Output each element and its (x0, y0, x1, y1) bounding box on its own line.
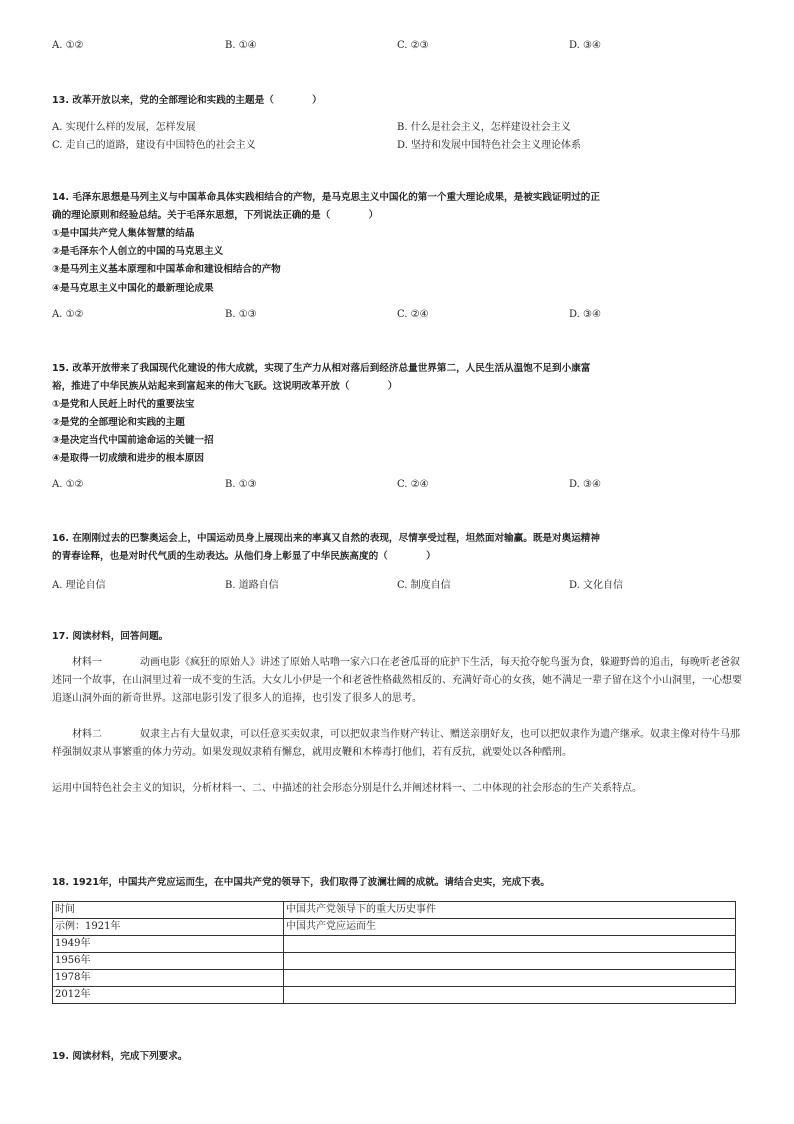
table-cell-time: 1978年 (53, 970, 284, 987)
q18-history-table (52, 901, 736, 1004)
q17-material-2-text: 奴隶主占有大量奴隶，可以任意买卖奴隶，可以把奴隶当作财产转让、赠送亲朋好友，也可以把奴隶作为遗产继承。奴隶主像对待牛马那样强制奴隶从事繁重的体力劳动。如果发现奴隶稍有懈怠，就用皮鞭和木棒毒打他们，若有反抗，就要处以各种酷刑。 (52, 729, 740, 758)
q12-option-b[interactable]: B. ①④ (225, 40, 257, 51)
q14-item-3: ③是马列主义基本原理和中国革命和建设相结合的产物 (52, 264, 281, 275)
q16-stem-line2: 的青春诠释，也是对时代气质的生动表达。从他们身上彰显了中华民族高度的（ ） (52, 551, 436, 562)
q15-option-a[interactable]: A. ①② (52, 479, 84, 490)
table-cell-time: 2012年 (53, 987, 284, 1004)
q12-option-a[interactable]: A. ①② (52, 40, 84, 51)
q18-stem: 18. 1921年，中国共产党应运而生，在中国共产党的领导下，我们取得了波澜壮阔的成就。请结合史实，完成下表。 (52, 877, 550, 888)
q17-stem: 17. 阅读材料，回答问题。 (52, 631, 169, 642)
q15-option-b[interactable]: B. ①③ (225, 479, 257, 490)
q16-stem-line1: 16. 在刚刚过去的巴黎奥运会上，中国运动员身上展现出来的率真又自然的表现，尽情享受过程，坦然面对输赢。既是对奥运精神 (52, 533, 600, 544)
q12-option-c[interactable]: C. ②③ (397, 40, 429, 51)
q14-option-b[interactable]: B. ①③ (225, 309, 257, 320)
table-row (53, 987, 736, 1004)
q19-stem: 19. 阅读材料，完成下列要求。 (52, 1051, 188, 1062)
q15-stem-line2: 裕，推进了中华民族从站起来到富起来的伟大飞跃。这说明改革开放（ ） (52, 381, 398, 392)
q17-question: 运用中国特色社会主义的知识，分析材料一、二、中描述的社会形态分别是什么并阐述材料一、二中体现的社会形态的生产关系特点。 (52, 783, 642, 794)
q16-option-d[interactable]: D. 文化自信 (569, 580, 624, 591)
table-row (53, 936, 736, 953)
q17-material-1 (52, 654, 742, 708)
q15-item-1: ①是党和人民赶上时代的重要法宝 (52, 399, 195, 410)
q14-option-c[interactable]: C. ②④ (397, 309, 429, 320)
q13-option-a[interactable]: A. 实现什么样的发展，怎样发展 (52, 122, 196, 133)
q14-item-4: ④是马克思主义中国化的最新理论成果 (52, 283, 214, 294)
q14-option-d[interactable]: D. ③④ (569, 309, 601, 320)
q15-stem-line1: 15. 改革开放带来了我国现代化建设的伟大成就，实现了生产力从相对落后到经济总量世界第二，人民生活从温饱不足到小康富 (52, 363, 591, 374)
q13-stem: 13. 改革开放以来，党的全部理论和实践的主题是（ ） (52, 95, 322, 106)
table-cell-time: 1956年 (53, 953, 284, 970)
q18-table-wrap (52, 901, 736, 1004)
q15-option-c[interactable]: C. ②④ (397, 479, 429, 490)
q13-option-b[interactable]: B. 什么是社会主义，怎样建设社会主义 (397, 122, 571, 133)
q13-option-d[interactable]: D. 坚持和发展中国特色社会主义理论体系 (397, 140, 582, 151)
table-row (53, 970, 736, 987)
q16-option-b[interactable]: B. 道路自信 (225, 580, 279, 591)
table-cell-event-answer[interactable] (284, 936, 736, 953)
q17-material-1-text: 动画电影《疯狂的原始人》讲述了原始人咕噜一家六口在老爸瓜哥的庇护下生活，每天抢夺鸵鸟蛋为食，躲避野兽的追击，每晚听老爸叙述同一个故事，在山洞里过着一成不变的生活。大女儿小伊是一个和老爸性格截然相反的、充满好奇心的女孩，她不满足一辈子留在这个小山洞里，一心想要追逐山洞外面的新奇世界。这部电影引发了很多人的追捧，也引发了很多人的思考。 (52, 657, 742, 704)
table-row (53, 953, 736, 970)
table-cell-event-answer[interactable] (284, 987, 736, 1004)
table-cell-time: 1949年 (53, 936, 284, 953)
table-cell-time: 示例：1921年 (53, 919, 284, 936)
table-cell-event-answer[interactable] (284, 953, 736, 970)
table-cell-event-answer[interactable] (284, 970, 736, 987)
q14-option-a[interactable]: A. ①② (52, 309, 84, 320)
q14-item-1: ①是中国共产党人集体智慧的结晶 (52, 228, 195, 239)
q14-stem-line2: 确的理论原则和经验总结。关于毛泽东思想，下列说法正确的是（ ） (52, 210, 379, 221)
q15-option-d[interactable]: D. ③④ (569, 479, 601, 490)
q15-item-4: ④是取得一切成绩和进步的根本原因 (52, 453, 205, 464)
q14-item-2: ②是毛泽东个人创立的中国的马克思主义 (52, 246, 224, 257)
table-cell-event: 中国共产党应运而生 (284, 919, 736, 936)
q14-stem-line1: 14. 毛泽东思想是马列主义与中国革命具体实践相结合的产物，是马克思主义中国化的第一个重大理论成果，是被实践证明过的正 (52, 192, 600, 203)
q17-material-1-label: 材料一 (72, 657, 102, 668)
q17-material-2 (52, 726, 742, 762)
table-row (53, 919, 736, 936)
q16-option-a[interactable]: A. 理论自信 (52, 580, 106, 591)
q15-item-2: ②是党的全部理论和实践的主题 (52, 417, 185, 428)
q15-item-3: ③是决定当代中国前途命运的关键一招 (52, 435, 214, 446)
table-header-time: 时间 (53, 902, 284, 919)
q13-option-c[interactable]: C. 走自己的道路，建设有中国特色的社会主义 (52, 140, 256, 151)
q17-material-2-label: 材料二 (72, 729, 102, 740)
q16-option-c[interactable]: C. 制度自信 (397, 580, 451, 591)
table-header-event: 中国共产党领导下的重大历史事件 (284, 902, 736, 919)
table-header-row (53, 902, 736, 919)
q12-option-d[interactable]: D. ③④ (569, 40, 601, 51)
